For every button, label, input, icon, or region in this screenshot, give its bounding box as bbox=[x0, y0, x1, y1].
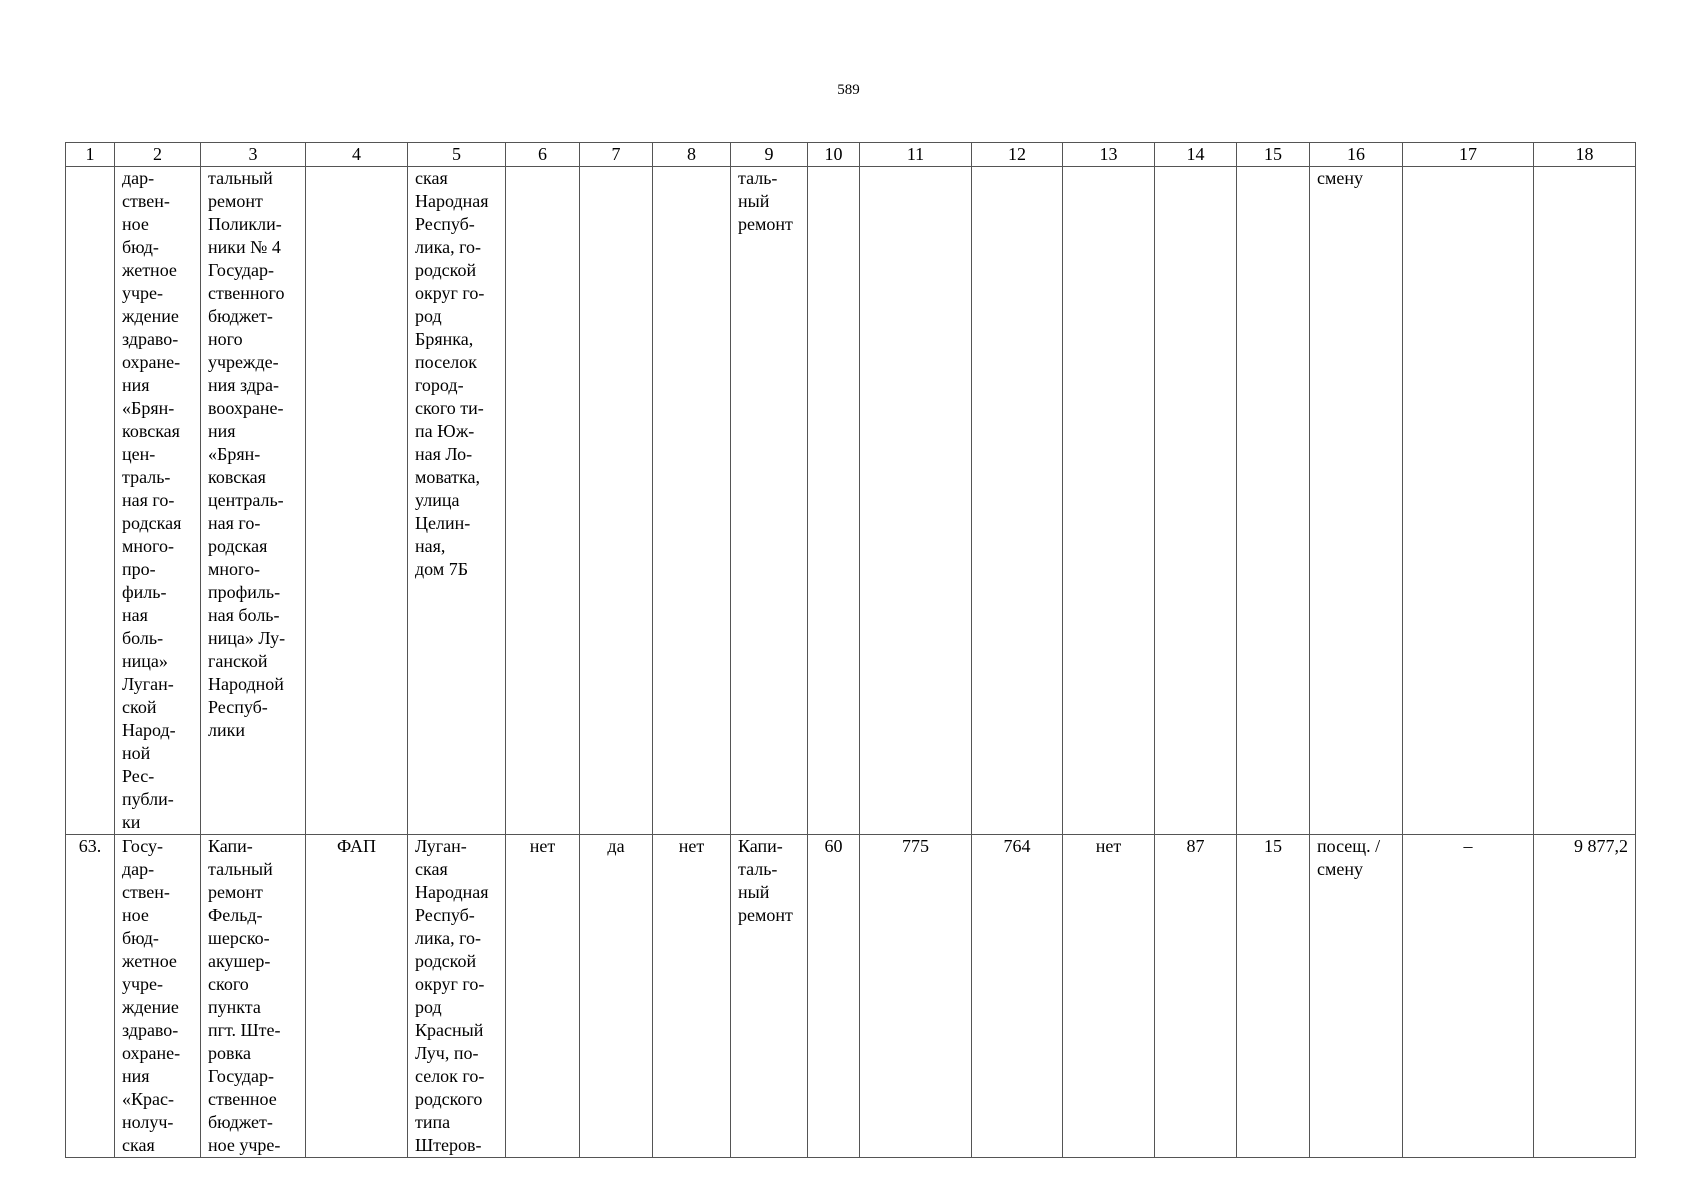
data-table bbox=[65, 142, 1636, 1158]
page-number: 589 bbox=[837, 82, 860, 98]
cell-col7: да bbox=[580, 835, 653, 1158]
cell-unit: посещ. / смену bbox=[1310, 835, 1403, 1158]
cell-col11 bbox=[860, 167, 972, 835]
cell-col11: 775 bbox=[860, 835, 972, 1158]
header-row bbox=[66, 143, 1636, 167]
cell-institution: дар- ствен- ное бюд- жетное учре- ждение здраво- охране- ния «Брян- ковская цен- траль- ная го- родская много- про- филь- ная боль- ница» Луган- ской Народ- ной Рес- публи- ки bbox=[115, 167, 201, 835]
col-header: 13 bbox=[1063, 143, 1155, 167]
cell-address: Луган- ская Народная Респуб- лика, го- родской округ го- род Красный Луч, по- селок го- родского типа Штеров- bbox=[408, 835, 506, 1158]
cell-project: тальный ремонт Поликли- ники № 4 Государ- ственного бюджет- ного учрежде- ния здра- воохране- ния «Брян- ковская централь- ная го- родская много- профиль- ная боль- ница» Лу- ганской Народной Респуб- лики bbox=[201, 167, 306, 835]
cell-col7 bbox=[580, 167, 653, 835]
col-header: 7 bbox=[580, 143, 653, 167]
col-header: 14 bbox=[1155, 143, 1237, 167]
col-header: 15 bbox=[1237, 143, 1310, 167]
col-header: 18 bbox=[1534, 143, 1636, 167]
cell-col8 bbox=[653, 167, 731, 835]
cell-col14 bbox=[1155, 167, 1237, 835]
col-header: 6 bbox=[506, 143, 580, 167]
col-header: 4 bbox=[306, 143, 408, 167]
col-header: 11 bbox=[860, 143, 972, 167]
col-header: 9 bbox=[731, 143, 808, 167]
col-header: 2 bbox=[115, 143, 201, 167]
table-row bbox=[66, 167, 1636, 835]
cell-project: Капи- тальный ремонт Фельд- шерско- акушер- ского пункта пгт. Ште- ровка Государ- ственное бюджет- ное учре- bbox=[201, 835, 306, 1158]
cell-col13: нет bbox=[1063, 835, 1155, 1158]
col-header: 1 bbox=[66, 143, 115, 167]
cell-type: ФАП bbox=[306, 835, 408, 1158]
cell-col15: 15 bbox=[1237, 835, 1310, 1158]
cell-institution: Госу- дар- ствен- ное бюд- жетное учре- ждение здраво- охране- ния «Крас- нолуч- ская bbox=[115, 835, 201, 1158]
cell-col12 bbox=[972, 167, 1063, 835]
cell-col6 bbox=[506, 167, 580, 835]
cell-col10 bbox=[808, 167, 860, 835]
cell-col15 bbox=[1237, 167, 1310, 835]
cell-work-type: Капи- таль- ный ремонт bbox=[731, 835, 808, 1158]
cell-unit: смену bbox=[1310, 167, 1403, 835]
cell-number bbox=[66, 167, 115, 835]
col-header: 5 bbox=[408, 143, 506, 167]
cell-amount: 9 877,2 bbox=[1534, 835, 1636, 1158]
col-header: 3 bbox=[201, 143, 306, 167]
cell-col14: 87 bbox=[1155, 835, 1237, 1158]
col-header: 10 bbox=[808, 143, 860, 167]
cell-col13 bbox=[1063, 167, 1155, 835]
table-row bbox=[66, 835, 1636, 1158]
col-header: 8 bbox=[653, 143, 731, 167]
cell-col12: 764 bbox=[972, 835, 1063, 1158]
cell-col8: нет bbox=[653, 835, 731, 1158]
cell-amount bbox=[1534, 167, 1636, 835]
cell-col10: 60 bbox=[808, 835, 860, 1158]
col-header: 16 bbox=[1310, 143, 1403, 167]
cell-number: 63. bbox=[66, 835, 115, 1158]
cell-col17 bbox=[1403, 167, 1534, 835]
cell-type bbox=[306, 167, 408, 835]
col-header: 17 bbox=[1403, 143, 1534, 167]
cell-col17: – bbox=[1403, 835, 1534, 1158]
cell-work-type: таль- ный ремонт bbox=[731, 167, 808, 835]
col-header: 12 bbox=[972, 143, 1063, 167]
cell-col6: нет bbox=[506, 835, 580, 1158]
cell-address: ская Народная Респуб- лика, го- родской округ го- род Брянка, поселок город- ского ти- па Юж- ная Ло- моватка, улица Целин- ная, дом 7Б bbox=[408, 167, 506, 835]
